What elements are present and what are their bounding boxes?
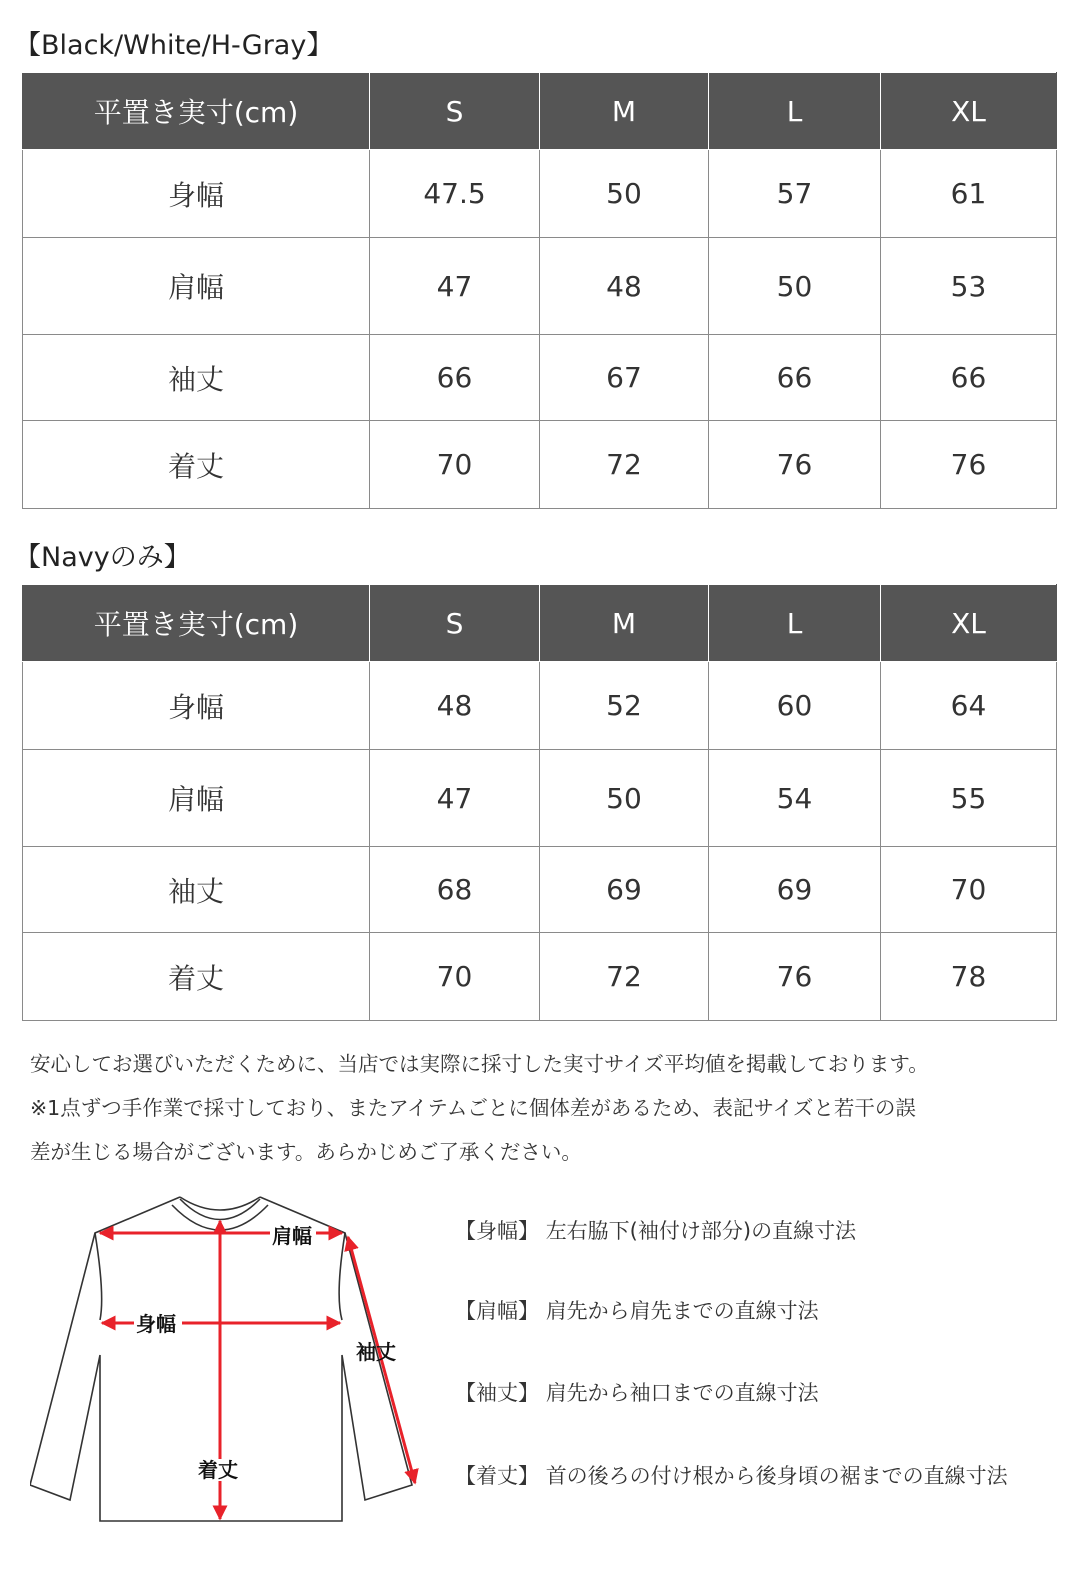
row-label: 身幅 — [23, 662, 370, 750]
row-label: 身幅 — [23, 150, 370, 238]
row-label: 着丈 — [23, 421, 370, 509]
legend-key: 【袖丈】 — [455, 1381, 539, 1405]
table-cell: 76 — [881, 421, 1057, 509]
header-size-xl: XL — [881, 73, 1057, 150]
legend-text: 肩先から肩先までの直線寸法 — [545, 1299, 819, 1323]
sleeve-label: 袖丈 — [356, 1340, 396, 1364]
table-cell: 52 — [540, 662, 709, 750]
legend-text: 首の後ろの付け根から後身頃の裾までの直線寸法 — [545, 1464, 1008, 1488]
table-cell: 47.5 — [370, 150, 540, 238]
table-cell: 72 — [540, 421, 709, 509]
size-table — [22, 72, 1057, 509]
table-cell: 69 — [540, 847, 709, 933]
row-label: 袖丈 — [23, 847, 370, 933]
table-cell: 61 — [881, 150, 1057, 238]
legend-item — [455, 1377, 819, 1407]
legend-key: 【肩幅】 — [455, 1299, 539, 1323]
legend-item — [455, 1295, 819, 1325]
shirt-measurement-diagram — [30, 1185, 430, 1535]
table-cell: 50 — [540, 750, 709, 847]
size-table — [22, 584, 1057, 1021]
table-cell: 72 — [540, 933, 709, 1021]
table-header-row — [23, 73, 1057, 150]
table-row — [23, 238, 1057, 335]
table-row — [23, 150, 1057, 238]
legend-key: 【身幅】 — [455, 1219, 539, 1243]
table-cell: 64 — [881, 662, 1057, 750]
note-line: ※1点ずつ手作業で採寸しており、またアイテムごとに個体差があるため、表記サイズと若干の誤 — [30, 1096, 916, 1120]
legend-key: 【着丈】 — [455, 1464, 539, 1488]
table-title: 【Navyのみ】 — [14, 542, 191, 573]
table-cell: 69 — [709, 847, 881, 933]
header-size-l: L — [709, 73, 881, 150]
header-size-s: S — [370, 73, 540, 150]
note-line: 安心してお選びいただくために、当店では実際に採寸した実寸サイズ平均値を掲載しております。 — [30, 1052, 929, 1076]
row-label: 肩幅 — [23, 750, 370, 847]
table-cell: 50 — [540, 150, 709, 238]
chest-label: 身幅 — [136, 1312, 176, 1336]
header-measure: 平置き実寸(cm) — [23, 585, 370, 662]
table-cell: 54 — [709, 750, 881, 847]
shoulder-label: 肩幅 — [272, 1224, 312, 1248]
legend-item — [455, 1460, 1008, 1490]
legend-text: 左右脇下(袖付け部分)の直線寸法 — [545, 1219, 857, 1243]
table-cell: 67 — [540, 335, 709, 421]
table-cell: 78 — [881, 933, 1057, 1021]
table-cell: 66 — [881, 335, 1057, 421]
header-size-s: S — [370, 585, 540, 662]
note-line: 差が生じる場合がございます。あらかじめご了承ください。 — [30, 1140, 582, 1164]
length-label: 着丈 — [198, 1458, 238, 1482]
measurement-note — [30, 1042, 1060, 1174]
table-title: 【Black/White/H-Gray】 — [14, 30, 334, 61]
table-cell: 47 — [370, 750, 540, 847]
table-cell: 70 — [370, 933, 540, 1021]
table-cell: 76 — [709, 933, 881, 1021]
row-label: 袖丈 — [23, 335, 370, 421]
table-cell: 66 — [709, 335, 881, 421]
header-size-m: M — [540, 585, 709, 662]
table-cell: 57 — [709, 150, 881, 238]
table-row — [23, 750, 1057, 847]
table-row — [23, 847, 1057, 933]
header-size-xl: XL — [881, 585, 1057, 662]
table-cell: 70 — [881, 847, 1057, 933]
table-cell: 50 — [709, 238, 881, 335]
table-cell: 70 — [370, 421, 540, 509]
table-cell: 60 — [709, 662, 881, 750]
table-cell: 66 — [370, 335, 540, 421]
table-row — [23, 662, 1057, 750]
table-row — [23, 335, 1057, 421]
header-size-m: M — [540, 73, 709, 150]
legend-item — [455, 1215, 856, 1245]
table-cell: 47 — [370, 238, 540, 335]
table-cell: 55 — [881, 750, 1057, 847]
table-cell: 68 — [370, 847, 540, 933]
row-label: 肩幅 — [23, 238, 370, 335]
table-cell: 48 — [370, 662, 540, 750]
table-cell: 53 — [881, 238, 1057, 335]
table-header-row — [23, 585, 1057, 662]
table-cell: 48 — [540, 238, 709, 335]
legend-text: 肩先から袖口までの直線寸法 — [545, 1381, 819, 1405]
row-label: 着丈 — [23, 933, 370, 1021]
header-measure: 平置き実寸(cm) — [23, 73, 370, 150]
table-cell: 76 — [709, 421, 881, 509]
header-size-l: L — [709, 585, 881, 662]
table-row — [23, 933, 1057, 1021]
table-row — [23, 421, 1057, 509]
